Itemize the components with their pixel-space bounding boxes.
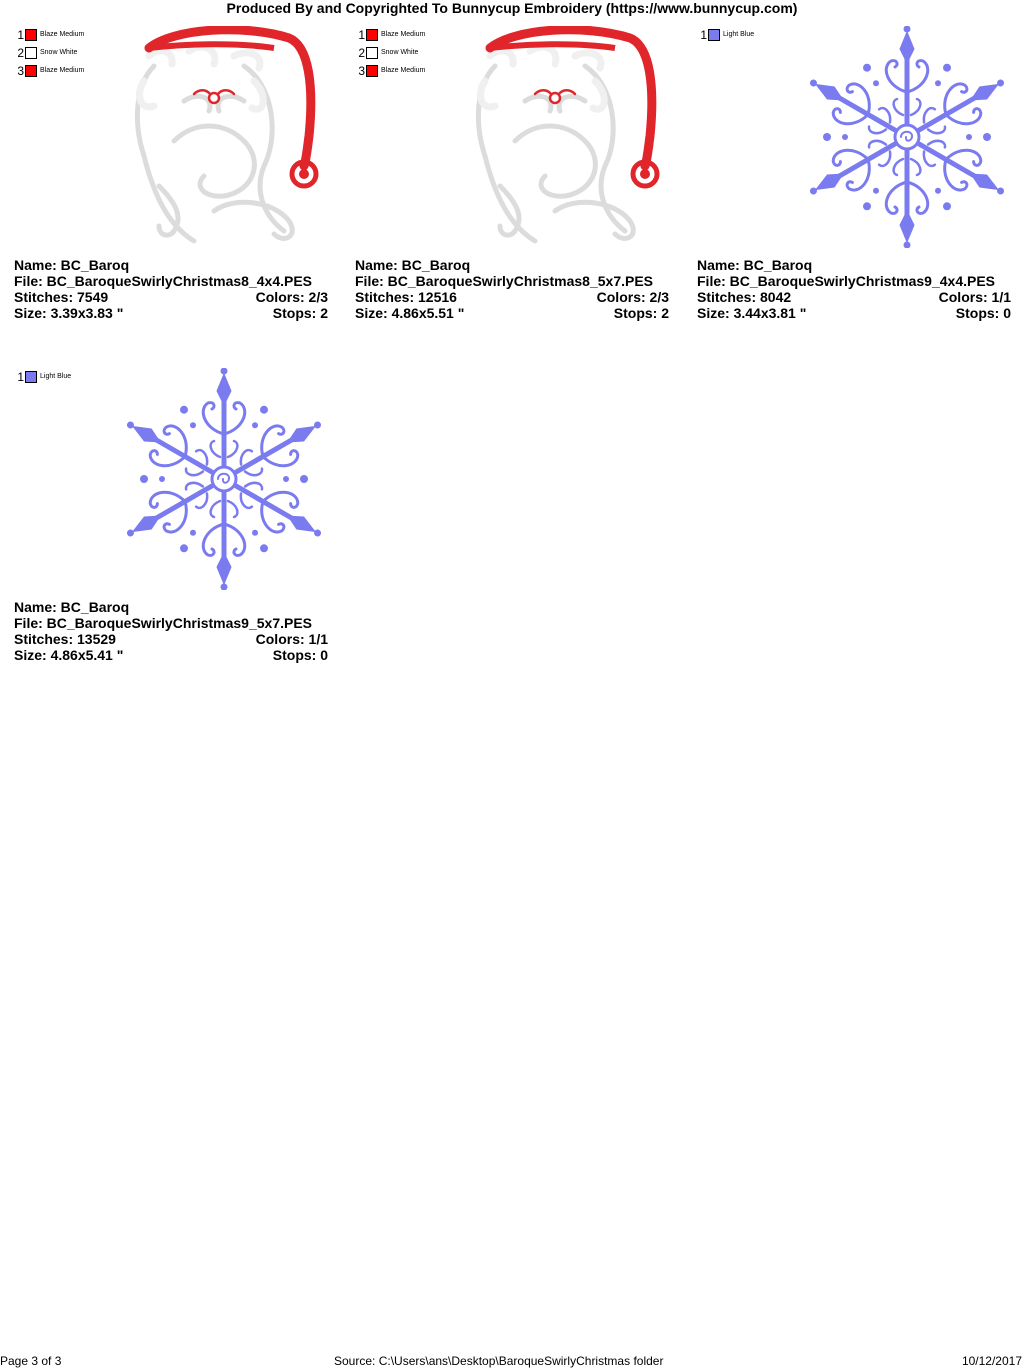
design-stitches: Stitches: 8042	[697, 289, 792, 305]
page-footer	[0, 1352, 1024, 1370]
design-stops: Stops: 0	[955, 305, 1011, 321]
design-info	[697, 257, 1011, 321]
design-colors: Colors: 1/1	[255, 631, 328, 647]
design-file: File: BC_BaroqueSwirlyChristmas9_4x4.PES	[697, 273, 996, 289]
design-name: Name: BC_Baroq	[14, 257, 130, 273]
design-file: File: BC_BaroqueSwirlyChristmas9_5x7.PES	[14, 615, 313, 631]
legend-number: 1	[700, 28, 707, 42]
legend-color-name: Blaze Medium	[40, 67, 85, 74]
legend-number: 3	[358, 64, 365, 78]
legend-row	[14, 26, 124, 44]
design-info	[14, 257, 328, 321]
legend-row	[14, 62, 124, 80]
legend-row	[14, 44, 124, 62]
design-stops: Stops: 2	[613, 305, 669, 321]
color-swatch	[25, 29, 37, 41]
design-colors: Colors: 2/3	[255, 289, 328, 305]
legend-color-name: Light Blue	[40, 373, 72, 380]
design-stops: Stops: 0	[272, 647, 328, 663]
design-card	[14, 26, 334, 356]
design-card	[697, 26, 1017, 356]
snowflake-design	[797, 26, 1017, 248]
design-card	[14, 368, 334, 698]
legend-number: 2	[358, 46, 365, 60]
thread-legend	[697, 26, 807, 44]
design-file: File: BC_BaroqueSwirlyChristmas8_5x7.PES	[355, 273, 654, 289]
design-info	[355, 257, 669, 321]
color-swatch	[366, 65, 378, 77]
color-swatch	[366, 29, 378, 41]
legend-row	[697, 26, 807, 44]
design-stitches: Stitches: 7549	[14, 289, 109, 305]
santa-face-design	[114, 26, 334, 248]
color-swatch	[25, 371, 37, 383]
legend-color-name: Blaze Medium	[381, 31, 426, 38]
design-name: Name: BC_Baroq	[355, 257, 471, 273]
legend-number: 1	[17, 370, 24, 384]
legend-color-name: Blaze Medium	[381, 67, 426, 74]
design-size: Size: 3.44x3.81 "	[697, 305, 807, 321]
santa-face-design	[455, 26, 675, 248]
design-file: File: BC_BaroqueSwirlyChristmas8_4x4.PES	[14, 273, 313, 289]
page-header-title: Produced By and Copyrighted To Bunnycup Embroidery (https://www.bunnycup.com)	[226, 0, 798, 16]
design-name: Name: BC_Baroq	[697, 257, 813, 273]
design-info	[14, 599, 328, 663]
color-swatch	[366, 47, 378, 59]
legend-number: 1	[17, 28, 24, 42]
design-size: Size: 4.86x5.51 "	[355, 305, 465, 321]
design-colors: Colors: 2/3	[596, 289, 669, 305]
design-name: Name: BC_Baroq	[14, 599, 130, 615]
source-path: Source: C:\Users\ans\Desktop\BaroqueSwirlyChristmas folder	[334, 1354, 664, 1368]
legend-number: 2	[17, 46, 24, 60]
design-size: Size: 4.86x5.41 "	[14, 647, 124, 663]
color-swatch	[708, 29, 720, 41]
thread-legend	[14, 368, 124, 386]
legend-color-name: Snow White	[381, 49, 419, 56]
design-card	[355, 26, 675, 356]
snowflake-design	[114, 368, 334, 590]
design-stitches: Stitches: 12516	[355, 289, 457, 305]
color-swatch	[25, 47, 37, 59]
print-date: 10/12/2017	[961, 1354, 1022, 1368]
legend-row	[14, 368, 124, 386]
thread-legend	[355, 26, 465, 80]
legend-number: 1	[358, 28, 365, 42]
design-stops: Stops: 2	[272, 305, 328, 321]
legend-row	[355, 62, 465, 80]
legend-color-name: Blaze Medium	[40, 31, 85, 38]
design-size: Size: 3.39x3.83 "	[14, 305, 124, 321]
page-number: Page 3 of 3	[0, 1354, 62, 1368]
legend-color-name: Snow White	[40, 49, 78, 56]
design-colors: Colors: 1/1	[938, 289, 1011, 305]
legend-number: 3	[17, 64, 24, 78]
design-stitches: Stitches: 13529	[14, 631, 116, 647]
legend-row	[355, 44, 465, 62]
legend-color-name: Light Blue	[723, 31, 755, 38]
legend-row	[355, 26, 465, 44]
thread-legend	[14, 26, 124, 80]
color-swatch	[25, 65, 37, 77]
